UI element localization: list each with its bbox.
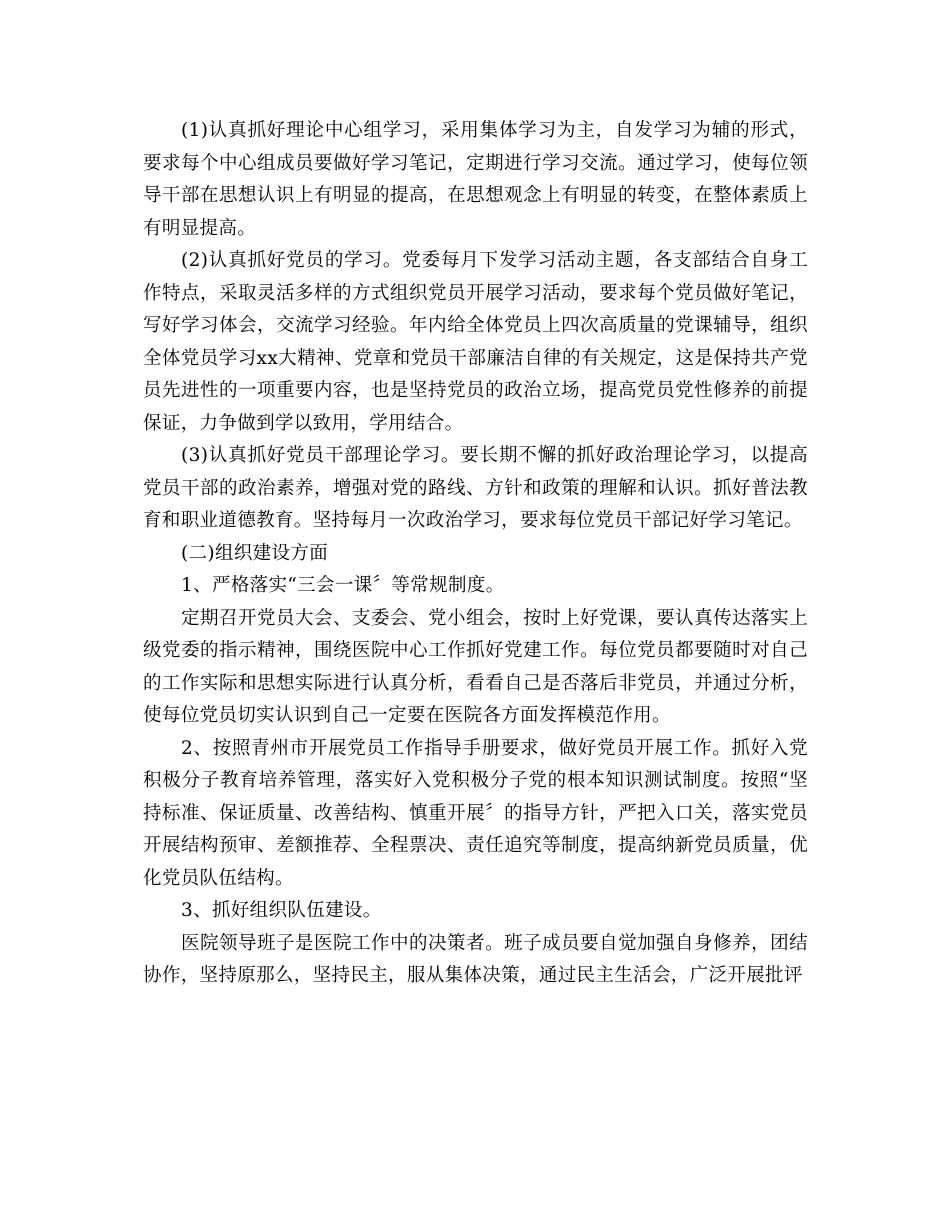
document-body	[143, 115, 808, 993]
paragraph-party-member-study: (2)认真抓好党员的学习。党委每月下发学习活动主题，各支部结合自身工作特点，采取灵活多样的方式组织党员开展学习活动，要求每个党员做好笔记，写好学习体会，交流学习经验。年内给全体党员上四次高质量的党课辅导，组织全体党员学习xx大精神、党章和党员干部廉洁自律的有关规定，这是保持共产党员先进性的一项重要内容，也是坚持党员的政治立场，提高党员党性修养的前提保证，力争做到学以致用，学用结合。	[143, 250, 808, 434]
item-heading-team-building: 3、抓好组织队伍建设。	[181, 900, 382, 921]
paragraph-member-development: 2、按照青州市开展党员工作指导手册要求，做好党员开展工作。抓好入党积极分子教育培养管理，落实好入党积极分子党的根本知识测试制度。按照“坚持标准、保证质量、改善结构、慎重开展〞的指导方针，严把入口关，落实党员开展结构预审、差额推荐、全程票决、责任追究等制度，提高纳新党员质量，优化党员队伍结构。	[143, 737, 808, 889]
paragraph-study-theory-group: (1)认真抓好理论中心组学习，采用集体学习为主，自发学习为辅的形式，要求每个中心组成员要做好学习笔记，定期进行学习交流。通过学习，使每位领导干部在思想认识上有明显的提高，在思想观念上有明显的转变，在整体素质上有明显提高。	[143, 120, 808, 239]
section-heading-organization: (二)组织建设方面	[181, 542, 329, 564]
paragraph-regular-meetings: 定期召开党员大会、支委会、党小组会，按时上好党课，要认真传达落实上级党委的指示精神，围绕医院中心工作抓好党建工作。每位党员都要随时对自己的工作实际和思想实际进行认真分析，看看自己是否落后非党员，并通过分析，使每位党员切实认识到自己一定要在医院各方面发挥模范作用。	[143, 607, 808, 726]
item-heading-three-meetings: 1、严格落实“三会一课〞等常规制度。	[181, 575, 505, 596]
paragraph-leadership-team: 医院领导班子是医院工作中的决策者。班子成员要自觉加强自身修养，团结协作，坚持原那么，坚持民主，服从集体决策，通过民主生活会，广泛开展批评	[143, 932, 808, 986]
paragraph-cadre-theory-study: (3)认真抓好党员干部理论学习。要长期不懈的抓好政治理论学习，以提高党员干部的政治素养，增强对党的路线、方针和政策的理解和认识。抓好普法教育和职业道德教育。坚持每月一次政治学习，要求每位党员干部记好学习笔记。	[143, 445, 808, 531]
